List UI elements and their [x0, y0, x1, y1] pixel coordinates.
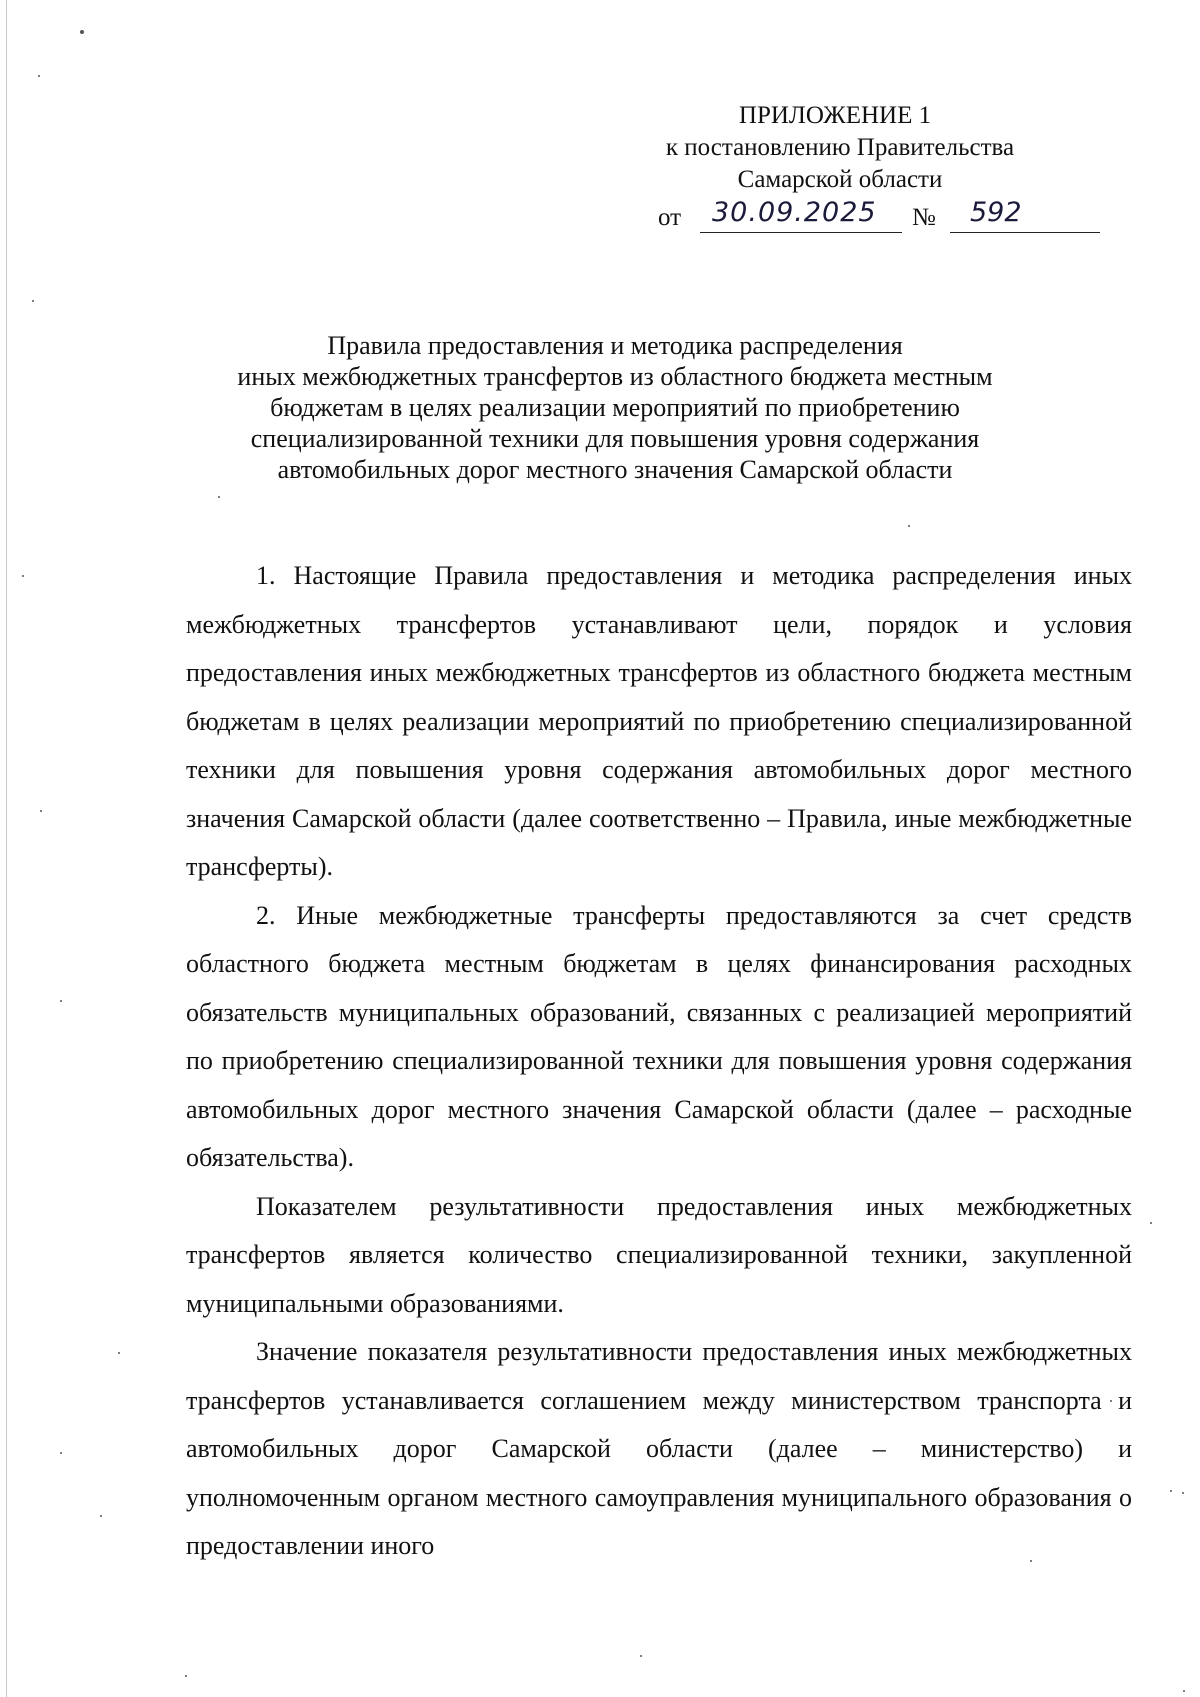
number-sign: № — [912, 204, 936, 231]
scan-edge-line — [6, 0, 7, 1697]
paragraph-2: 2. Иные межбюджетные трансферты предоставляются за счет средств областного бюджета местным бюджетам в целях финансирования расходных обязательств муниципальных образований, связанных с реализацией мероприятий по приобретению специализированной техники для повышения уровня содержания автомобильных дорог местного значения Самарской области (далее – расходные обязательства). — [186, 900, 1132, 1172]
appendix-block — [620, 100, 1120, 238]
title-line: специализированной техники для повышения уровня содержания — [250, 424, 980, 453]
appendix-region: Самарской области — [737, 166, 943, 193]
scan-speck — [38, 75, 40, 77]
scan-speck — [640, 1655, 642, 1657]
appendix-resolution: к постановлению Правительства — [665, 134, 1015, 161]
document-title — [185, 330, 1045, 485]
scan-speck — [1150, 1222, 1152, 1224]
title-line: иных межбюджетных трансфертов из областного бюджета местным — [237, 362, 993, 391]
scan-speck — [1183, 1690, 1185, 1692]
paragraph-1: 1. Настоящие Правила предоставления и методика распределения иных межбюджетных трансфертов устанавливают цели, порядок и условия предоставления иных межбюджетных трансфертов из областного бюджета местным бюджетам в целях реализации мероприятий по приобретению специализированной техники для повышения уровня содержания автомобильных дорог местного значения Самарской области (далее соответственно – Правила, иные межбюджетные трансферты). — [186, 561, 1132, 881]
scan-speck — [22, 575, 24, 577]
handwritten-number: 592 — [950, 198, 1100, 233]
scan-speck — [32, 300, 34, 302]
scan-speck — [1182, 1492, 1184, 1494]
scan-speck — [118, 1352, 120, 1354]
scan-speck — [185, 1675, 187, 1677]
scan-speck — [60, 1000, 62, 1002]
title-line: Правила предоставления и методика распределения — [327, 331, 903, 360]
scan-speck — [40, 810, 42, 812]
scan-speck — [1170, 1490, 1172, 1492]
paragraph-4: Значение показателя результативности предоставления иных межбюджетных трансфертов устанавливается соглашением между министерством транспорта и автомобильных дорог Самарской области (далее – министерство) и уполномоченным органом местного самоуправления муниципального образования о предоставлении иного — [186, 1337, 1132, 1560]
scan-speck — [218, 496, 220, 498]
scan-speck — [100, 1515, 102, 1517]
scan-speck — [908, 525, 910, 527]
appendix-date-number-row — [620, 198, 1120, 238]
date-prefix: от — [658, 204, 682, 231]
title-line: автомобильных дорог местного значения Самарской области — [277, 455, 953, 484]
scan-speck — [80, 30, 84, 34]
handwritten-date: 30.09.2025 — [700, 198, 902, 233]
appendix-label: ПРИЛОЖЕНИЕ 1 — [738, 102, 932, 129]
document-body — [186, 552, 1132, 1571]
paragraph-3: Показателем результативности предоставления иных межбюджетных трансфертов является количество специализированной техники, закупленной муниципальными образованиями. — [186, 1191, 1132, 1318]
scan-speck — [60, 1452, 62, 1454]
title-line: бюджетам в целях реализации мероприятий по приобретению — [270, 393, 960, 422]
